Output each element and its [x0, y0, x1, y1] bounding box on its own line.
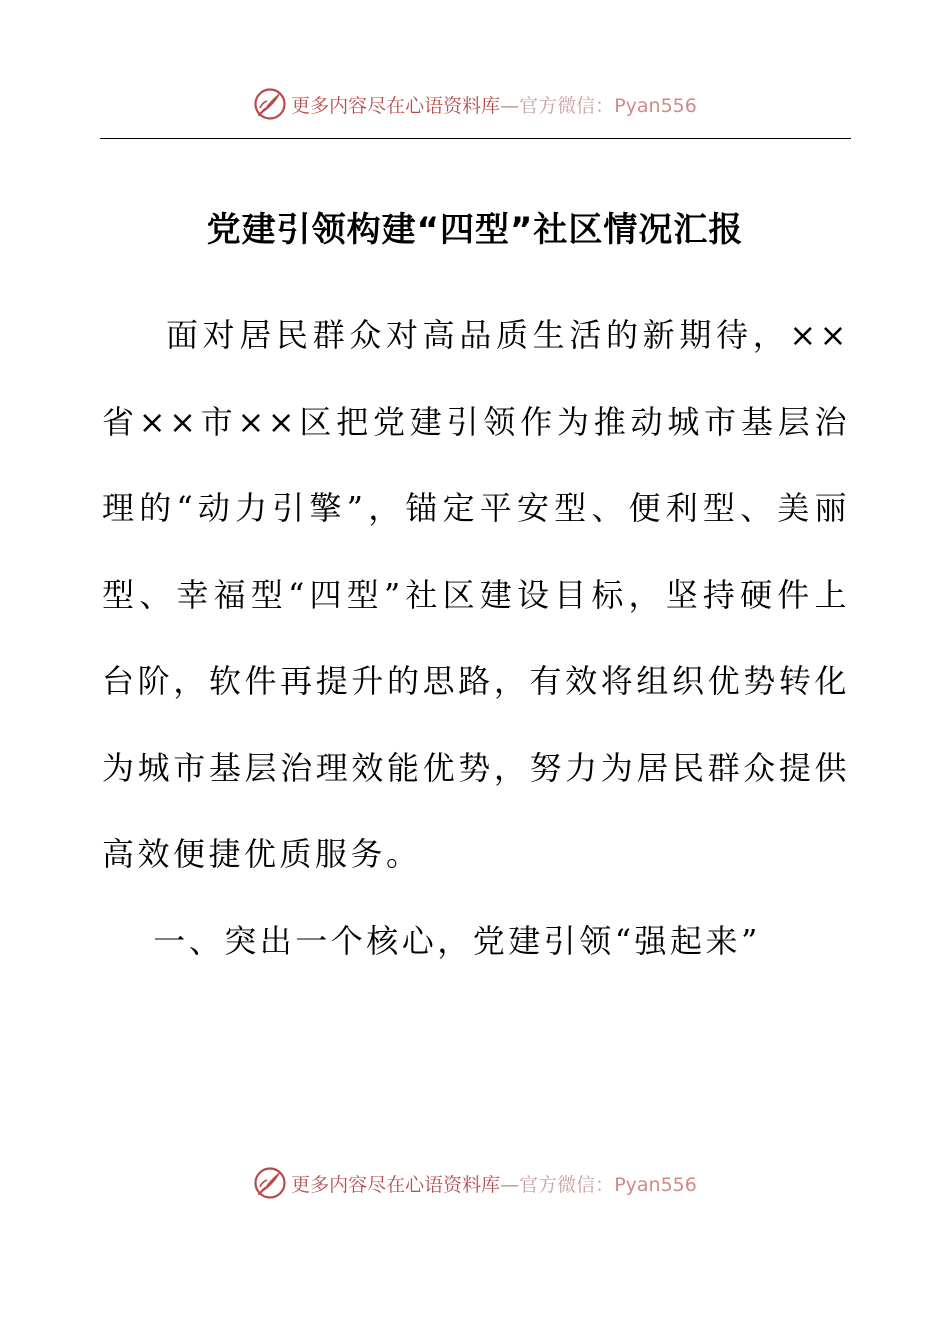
page-footer — [0, 1163, 950, 1203]
footer-wechat-label: 官方微信： — [519, 1173, 615, 1196]
header-wechat-id: Pyan556 — [614, 94, 697, 117]
header-separator: — — [500, 94, 520, 117]
footer-wechat-id: Pyan556 — [614, 1173, 697, 1196]
intro-paragraph: 面对居民群众对高品质生活的新期待，××省××市××区把党建引领作为推动城市基层治理的“动力引擎”，锚定平安型、便利型、美丽型、幸福型“四型”社区建设目标，坚持硬件上台阶，软件再提升的思路，有效将组织优势转化为城市基层治理效能优势，努力为居民群众提供高效便捷优质服务。 — [102, 316, 850, 873]
header-divider — [100, 138, 851, 139]
quill-pen-icon — [253, 87, 287, 121]
header-banner — [253, 87, 697, 121]
footer-banner — [253, 1166, 697, 1200]
section-heading-1: 一、突出一个核心，党建引领“强起来” — [153, 921, 761, 960]
document-body — [102, 292, 850, 984]
footer-brand-text: 更多内容尽在心语资料库 — [291, 1173, 501, 1196]
header-brand-text: 更多内容尽在心语资料库 — [291, 94, 501, 117]
header-wechat-label: 官方微信： — [519, 94, 615, 117]
document-title: 党建引领构建“四型”社区情况汇报 — [206, 210, 744, 250]
quill-pen-icon — [253, 1166, 287, 1200]
page-header — [0, 84, 950, 124]
footer-separator: — — [500, 1173, 520, 1196]
